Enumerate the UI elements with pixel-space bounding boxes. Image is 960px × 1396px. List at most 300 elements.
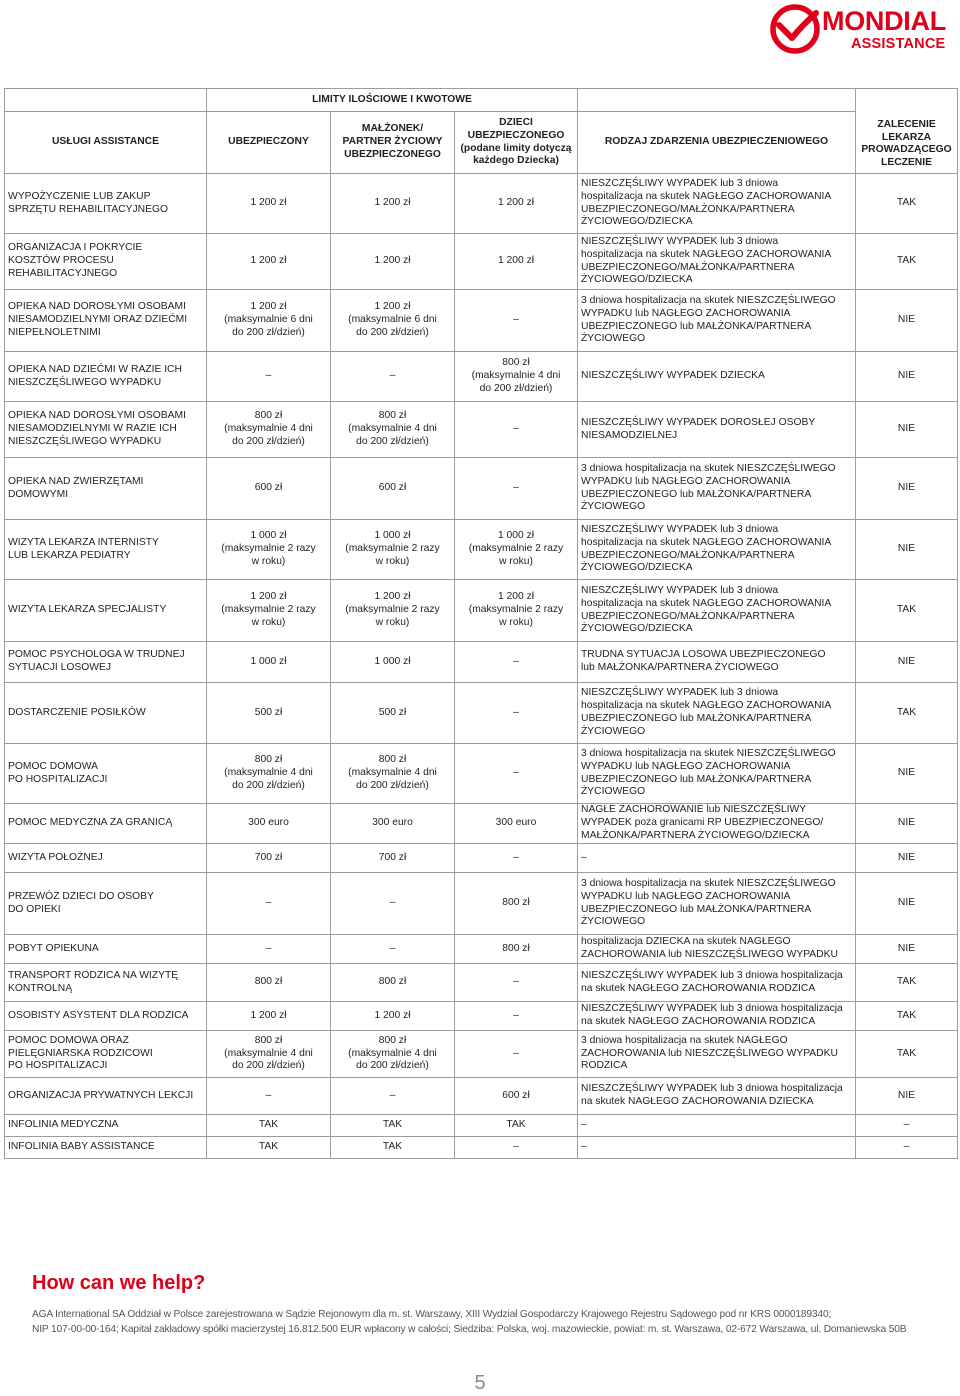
event-type-cell-line: hospitalizacja na skutek NAGŁEGO ZACHOROWANIA: [581, 700, 832, 712]
recommendation-cell: TAK: [856, 964, 958, 1002]
table-row: [5, 174, 958, 234]
event-type-cell-line: 3 dniowa hospitalizacja na skutek NIESZCZĘŚLIWEGO: [581, 747, 836, 759]
children-limit-cell: [455, 964, 578, 1002]
spouse-limit-cell-line: (maksymalnie 4 dni: [348, 767, 437, 779]
spouse-limit-cell: [331, 683, 455, 744]
children-limit-cell: [455, 1078, 578, 1115]
recommendation-cell: NIE: [856, 844, 958, 873]
spouse-limit-cell-line: 1 200 zł: [374, 1009, 411, 1021]
event-type-cell-line: NIESZCZĘŚLIWY WYPADEK DZIECKA: [581, 370, 765, 382]
spouse-limit-cell-line: 300 euro: [372, 817, 413, 829]
event-type-cell-line: UBEZPIECZONEGO/MAŁŻONKA/PARTNERA: [581, 203, 795, 215]
help-title: How can we help?: [32, 1272, 206, 1294]
event-type-cell-line: RODZICA: [581, 1060, 628, 1072]
insured-limit-cell: [207, 1115, 331, 1137]
insured-limit-cell-line: do 200 zł/dzień): [232, 435, 305, 447]
insured-limit-cell: [207, 873, 331, 935]
insured-limit-cell-line: –: [265, 942, 272, 954]
event-type-cell-line: ŻYCIOWEGO/DZIECKA: [581, 562, 693, 574]
children-limit-cell: [455, 844, 578, 873]
spouse-limit-cell: [331, 873, 455, 935]
insured-limit-cell-line: 800 zł: [254, 976, 283, 988]
insured-limit-cell-line: 500 zł: [254, 706, 283, 718]
event-type-cell-line: NIESZCZĘŚLIWY WYPADEK lub 3 dniowa hospitalizacja: [581, 969, 843, 981]
children-limit-cell: [455, 873, 578, 935]
service-cell-line: PO HOSPITALIZACJI: [8, 773, 108, 785]
spouse-limit-cell: [331, 458, 455, 520]
event-type-cell-line: NIESZCZĘŚLIWY WYPADEK lub 3 dniowa: [581, 177, 779, 189]
spouse-limit-cell-line: (maksymalnie 4 dni: [348, 1047, 437, 1059]
children-limit-cell: [455, 683, 578, 744]
event-type-cell-line: ŻYCIOWEGO: [581, 501, 646, 513]
event-type-cell-line: WYPADKU lub NAGŁEGO ZACHOROWANIA: [581, 307, 791, 319]
recommendation-cell: –: [856, 1137, 958, 1159]
spouse-limit-cell-line: do 200 zł/dzień): [356, 779, 429, 791]
event-type-cell-line: 3 dniowa hospitalizacja na skutek NIESZCZĘŚLIWEGO: [581, 462, 836, 474]
service-cell-line: NIESAMODZIELNYMI ORAZ DZIEĆMI: [8, 314, 188, 326]
children-limit-cell: [455, 174, 578, 234]
event-type-cell: [578, 174, 856, 234]
header-children: [455, 112, 578, 174]
spouse-limit-cell-line: do 200 zł/dzień): [356, 1060, 429, 1072]
service-cell: [5, 174, 207, 234]
children-limit-cell: [455, 744, 578, 804]
header-children-line: DZIECI: [499, 116, 533, 128]
service-cell-line: NIEPEŁNOLETNIMI: [8, 326, 101, 338]
header-recommendation-line: LECZENIE: [881, 157, 932, 169]
table-row: [5, 1031, 958, 1078]
insured-limit-cell-line: (maksymalnie 2 razy: [221, 543, 316, 555]
children-limit-cell-line: –: [513, 1141, 519, 1153]
spouse-limit-cell: [331, 804, 455, 844]
event-type-cell: [578, 1078, 856, 1115]
recommendation-cell: NIE: [856, 744, 958, 804]
children-limit-cell-line: 1 200 zł: [497, 255, 535, 267]
children-limit-cell-line: –: [513, 423, 519, 435]
spouse-limit-cell-line: 1 200 zł: [374, 197, 411, 209]
service-cell-line: DO OPIEKI: [8, 903, 61, 915]
service-cell: [5, 1137, 207, 1159]
event-type-cell-line: NIESZCZĘŚLIWY WYPADEK lub 3 dniowa: [581, 584, 779, 596]
children-limit-cell: [455, 642, 578, 683]
event-type-cell-line: lub MAŁŻONKA/PARTNERA ŻYCIOWEGO: [581, 662, 779, 673]
insured-limit-cell: [207, 935, 331, 964]
children-limit-cell: [455, 290, 578, 352]
spouse-limit-cell: [331, 352, 455, 402]
service-cell-line: PIELĘGNIARSKA RODZICOWI: [8, 1047, 153, 1059]
event-type-cell-line: na skutek NAGŁEGO ZACHOROWANIA RODZICA: [581, 1016, 816, 1027]
service-cell: [5, 804, 207, 844]
table-row: [5, 234, 958, 290]
service-cell: [5, 1078, 207, 1115]
insured-limit-cell-line: do 200 zł/dzień): [232, 779, 305, 791]
table-row: [5, 935, 958, 964]
children-limit-cell: [455, 804, 578, 844]
spouse-limit-cell-line: 600 zł: [378, 482, 407, 494]
children-limit-cell: [455, 1002, 578, 1031]
insured-limit-cell-line: 1 200 zł: [250, 197, 287, 209]
insured-limit-cell: [207, 458, 331, 520]
service-cell: [5, 402, 207, 458]
event-type-cell-line: NIESAMODZIELNEJ: [581, 429, 678, 441]
recommendation-cell: NIE: [856, 458, 958, 520]
insured-limit-cell-line: TAK: [258, 1119, 279, 1131]
spouse-limit-cell: [331, 290, 455, 352]
insured-limit-cell-line: 1 200 zł: [250, 255, 287, 267]
event-type-cell-line: hospitalizacja na skutek NAGŁEGO ZACHOROWANIA: [581, 248, 832, 260]
children-limit-cell-line: 1 200 zł: [497, 591, 535, 603]
spouse-limit-cell: [331, 642, 455, 683]
service-cell-line: DOMOWYMI: [8, 488, 69, 500]
insured-limit-cell: [207, 580, 331, 642]
brand-sub: ASSISTANCE: [851, 36, 946, 52]
page-number: 5: [474, 1372, 486, 1394]
service-cell-line: POMOC MEDYCZNA ZA GRANICĄ: [8, 817, 173, 829]
event-type-cell-line: ZACHOROWANIA lub NIESZCZĘŚLIWEGO WYPADKU: [581, 949, 838, 960]
insured-limit-cell-line: 1 000 zł: [250, 655, 287, 667]
service-cell-line: POBYT OPIEKUNA: [8, 942, 99, 954]
event-type-cell-line: ŻYCIOWEGO: [581, 786, 646, 798]
event-type-cell: [578, 744, 856, 804]
service-cell-line: POMOC PSYCHOLOGA W TRUDNEJ: [8, 649, 185, 661]
event-type-cell-line: NAGŁE ZACHOROWANIE lub NIESZCZĘŚLIWY: [581, 804, 807, 816]
event-type-cell-line: NIESZCZĘŚLIWY WYPADEK lub 3 dniowa hospitalizacja: [581, 1003, 843, 1015]
event-type-cell-line: NIESZCZĘŚLIWY WYPADEK lub 3 dniowa: [581, 235, 779, 247]
insured-limit-cell-line: 800 zł: [254, 410, 283, 422]
recommendation-cell: –: [856, 1115, 958, 1137]
insured-limit-cell-line: do 200 zł/dzień): [232, 1060, 305, 1072]
children-limit-cell-line: –: [513, 767, 519, 779]
service-cell-line: OPIEKA NAD ZWIERZĘTAMI: [8, 475, 144, 487]
header-recommendation-line: PROWADZĄCEGO: [861, 144, 952, 156]
spouse-limit-cell-line: –: [389, 942, 396, 954]
insured-limit-cell: [207, 352, 331, 402]
service-cell-line: WIZYTA LEKARZA INTERNISTY: [8, 536, 159, 548]
spouse-limit-cell: [331, 580, 455, 642]
children-limit-cell: [455, 1115, 578, 1137]
event-type-cell-line: UBEZPIECZONEGO/MAŁŻONKA/PARTNERA: [581, 610, 795, 622]
event-type-cell-line: –: [581, 1119, 587, 1131]
event-type-cell: [578, 1137, 856, 1159]
event-type-cell-line: hospitalizacja na skutek NAGŁEGO ZACHOROWANIA: [581, 536, 832, 548]
children-limit-cell-line: (maksymalnie 2 razy: [468, 543, 564, 555]
event-type-cell-line: hospitalizacja DZIECKA na skutek NAGŁEGO: [581, 936, 791, 948]
header-recommendation-line: ZALECENIE: [877, 118, 936, 130]
header-recommendation: [856, 89, 958, 174]
header-spouse-line: PARTNER ŻYCIOWY: [342, 136, 443, 148]
service-cell-line: ORGANIZACJA I POKRYCIE: [8, 242, 143, 254]
spouse-limit-cell-line: (maksymalnie 6 dni: [348, 314, 437, 326]
brand-name: MONDIAL: [822, 6, 946, 36]
insured-limit-cell-line: 600 zł: [254, 482, 283, 494]
footer-line: NIP 107-00-00-164; Kapitał zakładowy spółki macierzystej 16.812.500 EUR wpłacony w całości; Siedziba: Polska, woj. mazowieckie, powiat: m. st. Warszawa, 02-672 Warszawa, ul. Domaniewska 50B: [32, 1324, 907, 1335]
insured-limit-cell-line: –: [265, 897, 272, 909]
spouse-limit-cell-line: 700 zł: [378, 851, 407, 863]
children-limit-cell-line: –: [513, 851, 519, 863]
insured-limit-cell-line: 1 200 zł: [250, 591, 287, 603]
event-type-cell-line: na skutek NAGŁEGO ZACHOROWANIA RODZICA: [581, 982, 816, 994]
insured-limit-cell-line: 800 zł: [254, 1034, 283, 1046]
table-row: [5, 290, 958, 352]
insured-limit-cell: [207, 1137, 331, 1159]
children-limit-cell-line: TAK: [506, 1119, 526, 1131]
insured-limit-cell: [207, 1078, 331, 1115]
service-cell-line: OSOBISTY ASYSTENT DLA RODZICA: [8, 1009, 189, 1021]
recommendation-cell: TAK: [856, 1031, 958, 1078]
table-row: [5, 873, 958, 935]
service-cell-line: NIESAMODZIELNYMI W RAZIE ICH: [8, 423, 177, 435]
event-type-cell: [578, 844, 856, 873]
spouse-limit-cell: [331, 744, 455, 804]
recommendation-cell: TAK: [856, 1002, 958, 1031]
event-type-cell-line: UBEZPIECZONEGO lub MAŁŻONKA/PARTNERA: [581, 903, 812, 915]
children-limit-cell: [455, 458, 578, 520]
recommendation-cell: NIE: [856, 804, 958, 844]
event-type-cell: [578, 1115, 856, 1137]
service-cell-line: OPIEKA NAD DOROSŁYMI OSOBAMI: [8, 301, 186, 313]
header-children-line: UBEZPIECZONEGO: [467, 129, 565, 141]
header-spouse-line: UBEZPIECZONEGO: [344, 148, 441, 160]
spouse-limit-cell-line: 800 zł: [378, 976, 407, 988]
recommendation-cell: TAK: [856, 174, 958, 234]
children-limit-cell-line: w roku): [499, 616, 533, 628]
service-cell: [5, 1115, 207, 1137]
event-type-cell-line: ŻYCIOWEGO/DZIECKA: [581, 216, 693, 228]
children-limit-cell: [455, 352, 578, 402]
spouse-limit-cell: [331, 1078, 455, 1115]
children-limit-cell-line: 1 200 zł: [497, 197, 535, 209]
spouse-limit-cell-line: 800 zł: [378, 754, 407, 766]
service-cell-line: PRZEWÓZ DZIECI DO OSOBY: [8, 890, 154, 902]
children-limit-cell-line: 800 zł: [502, 897, 530, 909]
header-spacer: [5, 89, 207, 112]
service-cell-line: SYTUACJI LOSOWEJ: [8, 662, 111, 673]
service-cell: [5, 580, 207, 642]
insured-limit-cell: [207, 402, 331, 458]
children-limit-cell-line: –: [513, 1047, 519, 1059]
insured-limit-cell-line: (maksymalnie 6 dni: [224, 314, 313, 326]
spouse-limit-cell-line: 1 200 zł: [374, 301, 411, 313]
insured-limit-cell-line: 1 000 zł: [250, 530, 287, 542]
spouse-limit-cell-line: (maksymalnie 4 dni: [348, 423, 437, 435]
event-type-cell-line: ZACHOROWANIA lub NIESZCZĘŚLIWEGO WYPADKU: [581, 1047, 838, 1059]
children-limit-cell-line: 300 euro: [495, 817, 537, 829]
insured-limit-cell-line: –: [265, 1089, 272, 1101]
insured-limit-cell-line: (maksymalnie 4 dni: [224, 1047, 313, 1059]
children-limit-cell-line: –: [513, 482, 519, 494]
mondial-emblem-icon: [770, 4, 820, 54]
insured-limit-cell: [207, 234, 331, 290]
event-type-cell-line: ŻYCIOWEGO: [581, 333, 646, 345]
event-type-cell-line: ŻYCIOWEGO/DZIECKA: [581, 623, 693, 635]
event-type-cell: [578, 683, 856, 744]
spouse-limit-cell: [331, 844, 455, 873]
table-row: [5, 1115, 958, 1137]
event-type-cell-line: UBEZPIECZONEGO lub MAŁŻONKA/PARTNERA: [581, 320, 812, 332]
recommendation-cell: NIE: [856, 1078, 958, 1115]
children-limit-cell-line: 800 zł: [502, 942, 530, 954]
service-cell-line: PO HOSPITALIZACJI: [8, 1060, 108, 1072]
header-spouse-line: MAŁŻONEK/: [361, 123, 424, 135]
event-type-cell-line: 3 dniowa hospitalizacja na skutek NAGŁEGO: [581, 1034, 788, 1046]
event-type-cell-line: WYPADEK poza granicami RP UBEZPIECZONEGO/: [581, 817, 824, 829]
service-cell: [5, 290, 207, 352]
service-cell: [5, 964, 207, 1002]
insured-limit-cell-line: 300 euro: [248, 817, 289, 829]
spouse-limit-cell-line: –: [389, 1089, 396, 1101]
spouse-limit-cell-line: w roku): [375, 616, 410, 628]
event-type-cell-line: WYPADKU lub NAGŁEGO ZACHOROWANIA: [581, 890, 791, 902]
event-type-cell: [578, 1002, 856, 1031]
service-cell-line: OPIEKA NAD DZIEĆMI W RAZIE ICH: [8, 363, 182, 375]
event-type-cell: [578, 642, 856, 683]
event-type-cell-line: UBEZPIECZONEGO lub MAŁŻONKA/PARTNERA: [581, 713, 812, 724]
spouse-limit-cell-line: 800 zł: [378, 410, 407, 422]
event-type-cell-line: hospitalizacja na skutek NAGŁEGO ZACHOROWANIA: [581, 597, 832, 609]
event-type-cell: [578, 234, 856, 290]
header-children-line: każdego Dziecka): [473, 155, 559, 167]
service-cell-line: REHABILITACYJNEGO: [8, 267, 118, 279]
service-cell-line: KOSZTÓW PROCESU: [8, 255, 114, 267]
service-cell-line: NIESZCZĘŚLIWEGO WYPADKU: [8, 435, 162, 447]
event-type-cell-line: UBEZPIECZONEGO lub MAŁŻONKA/PARTNERA: [581, 488, 812, 500]
event-type-cell: [578, 964, 856, 1002]
insured-limit-cell: [207, 744, 331, 804]
service-cell: [5, 234, 207, 290]
children-limit-cell: [455, 234, 578, 290]
service-cell-line: POMOC DOMOWA: [8, 760, 98, 772]
limits-group-header: LIMITY ILOŚCIOWE I KWOTOWE: [207, 89, 578, 112]
service-cell-line: KONTROLNĄ: [8, 982, 73, 994]
insured-limit-cell-line: do 200 zł/dzień): [232, 326, 305, 338]
event-type-cell-line: 3 dniowa hospitalizacja na skutek NIESZCZĘŚLIWEGO: [581, 877, 836, 889]
table-row: [5, 458, 958, 520]
event-type-cell-line: WYPADKU lub NAGŁEGO ZACHOROWANIA: [581, 760, 791, 772]
service-cell-line: POMOC DOMOWA ORAZ: [8, 1034, 129, 1046]
spouse-limit-cell: [331, 174, 455, 234]
event-type-cell-line: NIESZCZĘŚLIWY WYPADEK lub 3 dniowa: [581, 687, 779, 699]
service-cell-line: NIESZCZĘŚLIWEGO WYPADKU: [8, 376, 162, 388]
insured-limit-cell: [207, 1031, 331, 1078]
spouse-limit-cell: [331, 935, 455, 964]
event-type-cell: [578, 290, 856, 352]
header-spouse: [331, 112, 455, 174]
event-type-cell-line: –: [581, 1141, 587, 1153]
service-cell: [5, 352, 207, 402]
service-cell: [5, 1002, 207, 1031]
header-insured: UBEZPIECZONY: [207, 112, 331, 174]
insured-limit-cell: [207, 683, 331, 744]
spouse-limit-cell: [331, 234, 455, 290]
event-type-cell-line: NIESZCZĘŚLIWY WYPADEK lub 3 dniowa: [581, 523, 779, 535]
recommendation-cell: TAK: [856, 234, 958, 290]
table-row: [5, 352, 958, 402]
service-cell: [5, 844, 207, 873]
insured-limit-cell: [207, 804, 331, 844]
service-cell-line: OPIEKA NAD DOROSŁYMI OSOBAMI: [8, 410, 186, 422]
event-type-cell-line: ŻYCIOWEGO: [581, 916, 646, 928]
children-limit-cell-line: (maksymalnie 2 razy: [468, 604, 564, 616]
children-limit-cell-line: 600 zł: [502, 1089, 530, 1101]
service-cell-line: TRANSPORT RODZICA NA WIZYTĘ: [8, 969, 179, 981]
insured-limit-cell-line: 800 zł: [254, 754, 283, 766]
children-limit-cell-line: –: [513, 655, 519, 667]
event-type-cell: [578, 520, 856, 580]
event-type-cell: [578, 458, 856, 520]
spouse-limit-cell-line: 500 zł: [378, 706, 407, 718]
recommendation-cell: NIE: [856, 352, 958, 402]
spouse-limit-cell: [331, 1002, 455, 1031]
table-row: [5, 580, 958, 642]
service-cell-line: ORGANIZACJA PRYWATNYCH LEKCJI: [8, 1089, 194, 1101]
spouse-limit-cell-line: 1 200 zł: [374, 591, 411, 603]
table-row: [5, 964, 958, 1002]
children-limit-cell-line: 1 000 zł: [497, 530, 535, 542]
spouse-limit-cell-line: 1 200 zł: [374, 255, 411, 267]
table-row: [5, 402, 958, 458]
insured-limit-cell: [207, 520, 331, 580]
table-row: [5, 844, 958, 873]
event-type-cell-line: –: [581, 851, 587, 863]
event-type-cell-line: ŻYCIOWEGO: [581, 725, 646, 737]
event-type-cell-line: TRUDNA SYTUACJA LOSOWA UBEZPIECZONEGO: [581, 649, 826, 661]
event-type-cell-line: UBEZPIECZONEGO/MAŁŻONKA/PARTNERA: [581, 549, 795, 561]
spouse-limit-cell-line: do 200 zł/dzień): [356, 435, 429, 447]
insured-limit-cell-line: 1 200 zł: [250, 301, 287, 313]
service-cell: [5, 744, 207, 804]
spouse-limit-cell: [331, 520, 455, 580]
event-type-cell: [578, 1031, 856, 1078]
table-row: [5, 1137, 958, 1159]
table-row: [5, 744, 958, 804]
header-event: RODZAJ ZDARZENIA UBEZPIECZENIOWEGO: [578, 112, 856, 174]
insured-limit-cell: [207, 174, 331, 234]
spouse-limit-cell-line: –: [389, 370, 396, 382]
children-limit-cell-line: (maksymalnie 4 dni: [471, 370, 561, 382]
footer-line: AGA International SA Oddział w Polsce zarejestrowana w Sądzie Rejonowym dla m. st. Warszawy, XIII Wydział Gospodarczy Krajowego Rejestru Sądowego pod nr KRS 0000189340;: [32, 1309, 832, 1320]
spouse-limit-cell: [331, 402, 455, 458]
children-limit-cell-line: w roku): [499, 555, 533, 567]
children-limit-cell: [455, 1137, 578, 1159]
service-cell-line: SPRZĘTU REHABILITACYJNEGO: [8, 203, 169, 215]
spouse-limit-cell: [331, 964, 455, 1002]
insured-limit-cell-line: (maksymalnie 4 dni: [224, 767, 313, 779]
service-cell: [5, 873, 207, 935]
table-row: [5, 683, 958, 744]
service-cell: [5, 1031, 207, 1078]
recommendation-cell: NIE: [856, 873, 958, 935]
service-cell: [5, 520, 207, 580]
service-cell: [5, 683, 207, 744]
event-type-cell-line: hospitalizacja na skutek NAGŁEGO ZACHOROWANIA: [581, 190, 832, 202]
service-cell-line: WIZYTA POŁOŻNEJ: [8, 851, 103, 863]
insured-limit-cell-line: w roku): [251, 555, 286, 567]
children-limit-cell: [455, 402, 578, 458]
insured-limit-cell-line: –: [265, 370, 272, 382]
recommendation-cell: NIE: [856, 290, 958, 352]
spouse-limit-cell-line: do 200 zł/dzień): [356, 326, 429, 338]
event-type-cell: [578, 402, 856, 458]
insured-limit-cell: [207, 642, 331, 683]
event-type-cell-line: MAŁŻONKA/PARTNERA ŻYCIOWEGO/DZIECKA: [581, 829, 810, 841]
recommendation-cell: NIE: [856, 402, 958, 458]
header-spacer: [578, 89, 856, 112]
table-row: [5, 804, 958, 844]
service-cell: [5, 458, 207, 520]
service-cell: [5, 642, 207, 683]
recommendation-cell: NIE: [856, 642, 958, 683]
mondial-assistance-logo: [770, 2, 958, 56]
